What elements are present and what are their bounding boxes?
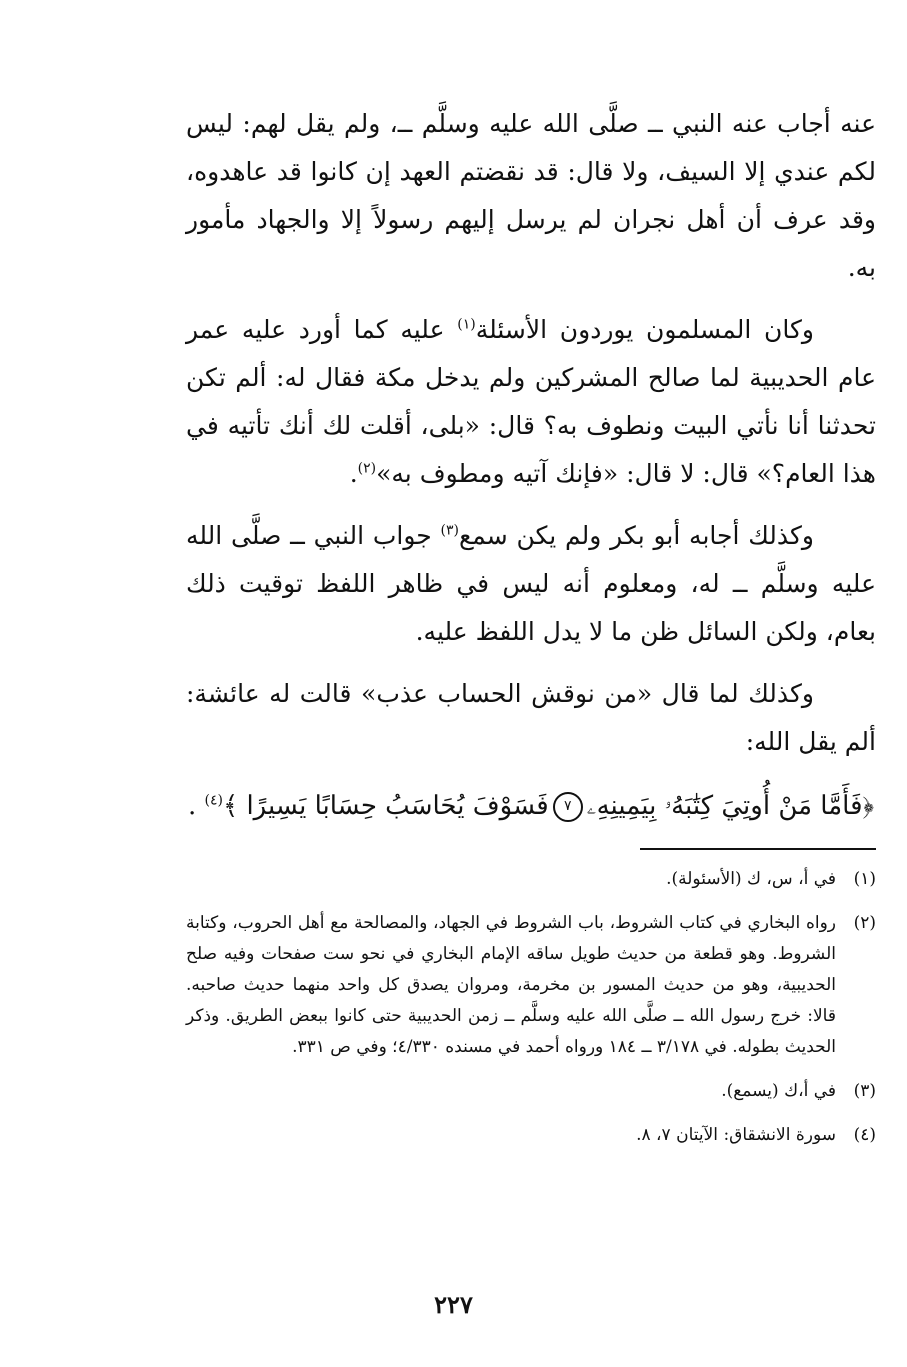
footnote-2: [186, 908, 876, 1063]
footnote-ref-4: (٤): [204, 792, 223, 809]
footnote-divider: [640, 848, 876, 850]
ayah-number-icon: ٧: [553, 792, 583, 822]
footnote-number: (١): [853, 869, 876, 889]
footnote-number: (٣): [853, 1081, 876, 1101]
paragraph-4: وكذلك لما قال «من نوقش الحساب عذب» قالت له عائشة: ألم يقل الله:: [186, 679, 876, 756]
footnote-ref-3: (٣): [440, 522, 459, 539]
footnote-text: في أ،ك (يسمع).: [721, 1081, 836, 1101]
paragraph-1: عنه أجاب عنه النبي ــ صلَّى الله عليه وسلَّم ــ، ولم يقل لهم: ليس لكم عندي إلا السيف، ولا قال: قد نقضتم العهد إن كانوا قد عاهدوه، وقد عرف أن أهل نجران لم يرسل إليهم رسولاً إلا والجهاد مأمور به.: [186, 109, 876, 282]
quran-verse: ﴿فَأَمَّا مَنْ أُوتِيَ كِتَٰبَهُۥ بِيَمِينِهِۦ٧فَسَوْفَ يُحَاسَبُ حِسَابًا يَسِيرًا ﴾$^{(٤)}$ .: [187, 791, 875, 821]
footnote-4: [186, 1120, 876, 1151]
footnote-ref-1: (١): [457, 316, 476, 333]
main-text: [186, 100, 876, 832]
page-number: ٢٢٧: [434, 1290, 473, 1319]
paragraph-3: وكذلك أجابه أبو بكر ولم يكن سمع$^{(٣)}$ جواب النبي ــ صلَّى الله عليه وسلَّم ــ له، ومعلوم أنه ليس في ظاهر اللفظ توقيت ذلك بعام، ولكن السائل ظن ما لا يدل اللفظ عليه.: [186, 521, 876, 646]
footnote-text: في أ، س، ك (الأسئولة).: [666, 869, 836, 889]
footnote-1: [186, 864, 876, 895]
footnote-number: (٤): [853, 1125, 876, 1145]
footnotes: [186, 864, 876, 1164]
footnote-number: (٢): [853, 913, 876, 933]
footnote-text: رواه البخاري في كتاب الشروط، باب الشروط في الجهاد، والمصالحة مع أهل الحروب، وكتابة الشروط. وهو قطعة من حديث طويل ساقه الإمام البخاري في نحو ست صفحات وفيه صلح الحديبية، وهو من حديث المسور بن مخرمة، ومروان يصدق كل واحد منهما حديث صاحبه. قالا: خرج رسول الله ــ صلَّى الله عليه وسلَّم ــ زمن الحديبية حتى كانوا ببعض الطريق. وذكر الحديث بطوله. في ٣/١٧٨ ــ ١٨٤ ورواه أحمد في مسنده ٤/٣٣٠؛ وفي ص ٣٣١.: [186, 913, 836, 1057]
verse-open-bracket: ﴿: [862, 791, 875, 821]
verse-close-bracket: ﴾: [222, 791, 239, 821]
verse-part-1: فَأَمَّا مَنْ أُوتِيَ كِتَٰبَهُۥ بِيَمِينِهِۦ: [586, 791, 863, 821]
footnote-ref-2: (٢): [357, 460, 377, 477]
paragraph-2: وكان المسلمون يوردون الأسئلة$^{(١)}$ عليه كما أورد عليه عمر عام الحديبية لما صالح المشركين ولم يدخل مكة فقال له: ألم تكن تحدثنا أنا نأتي البيت ونطوف به؟ قال: «بلى، أقلت لك أنك تأتيه في هذا العام؟» قال: لا قال: «فإنك آتيه ومطوف به»$^{(٢)}$.: [186, 315, 876, 488]
verse-part-2: فَسَوْفَ يُحَاسَبُ حِسَابًا يَسِيرًا: [246, 791, 549, 821]
footnote-text: سورة الانشقاق: الآيتان ٧، ٨.: [636, 1125, 836, 1145]
footnote-3: [186, 1076, 876, 1107]
